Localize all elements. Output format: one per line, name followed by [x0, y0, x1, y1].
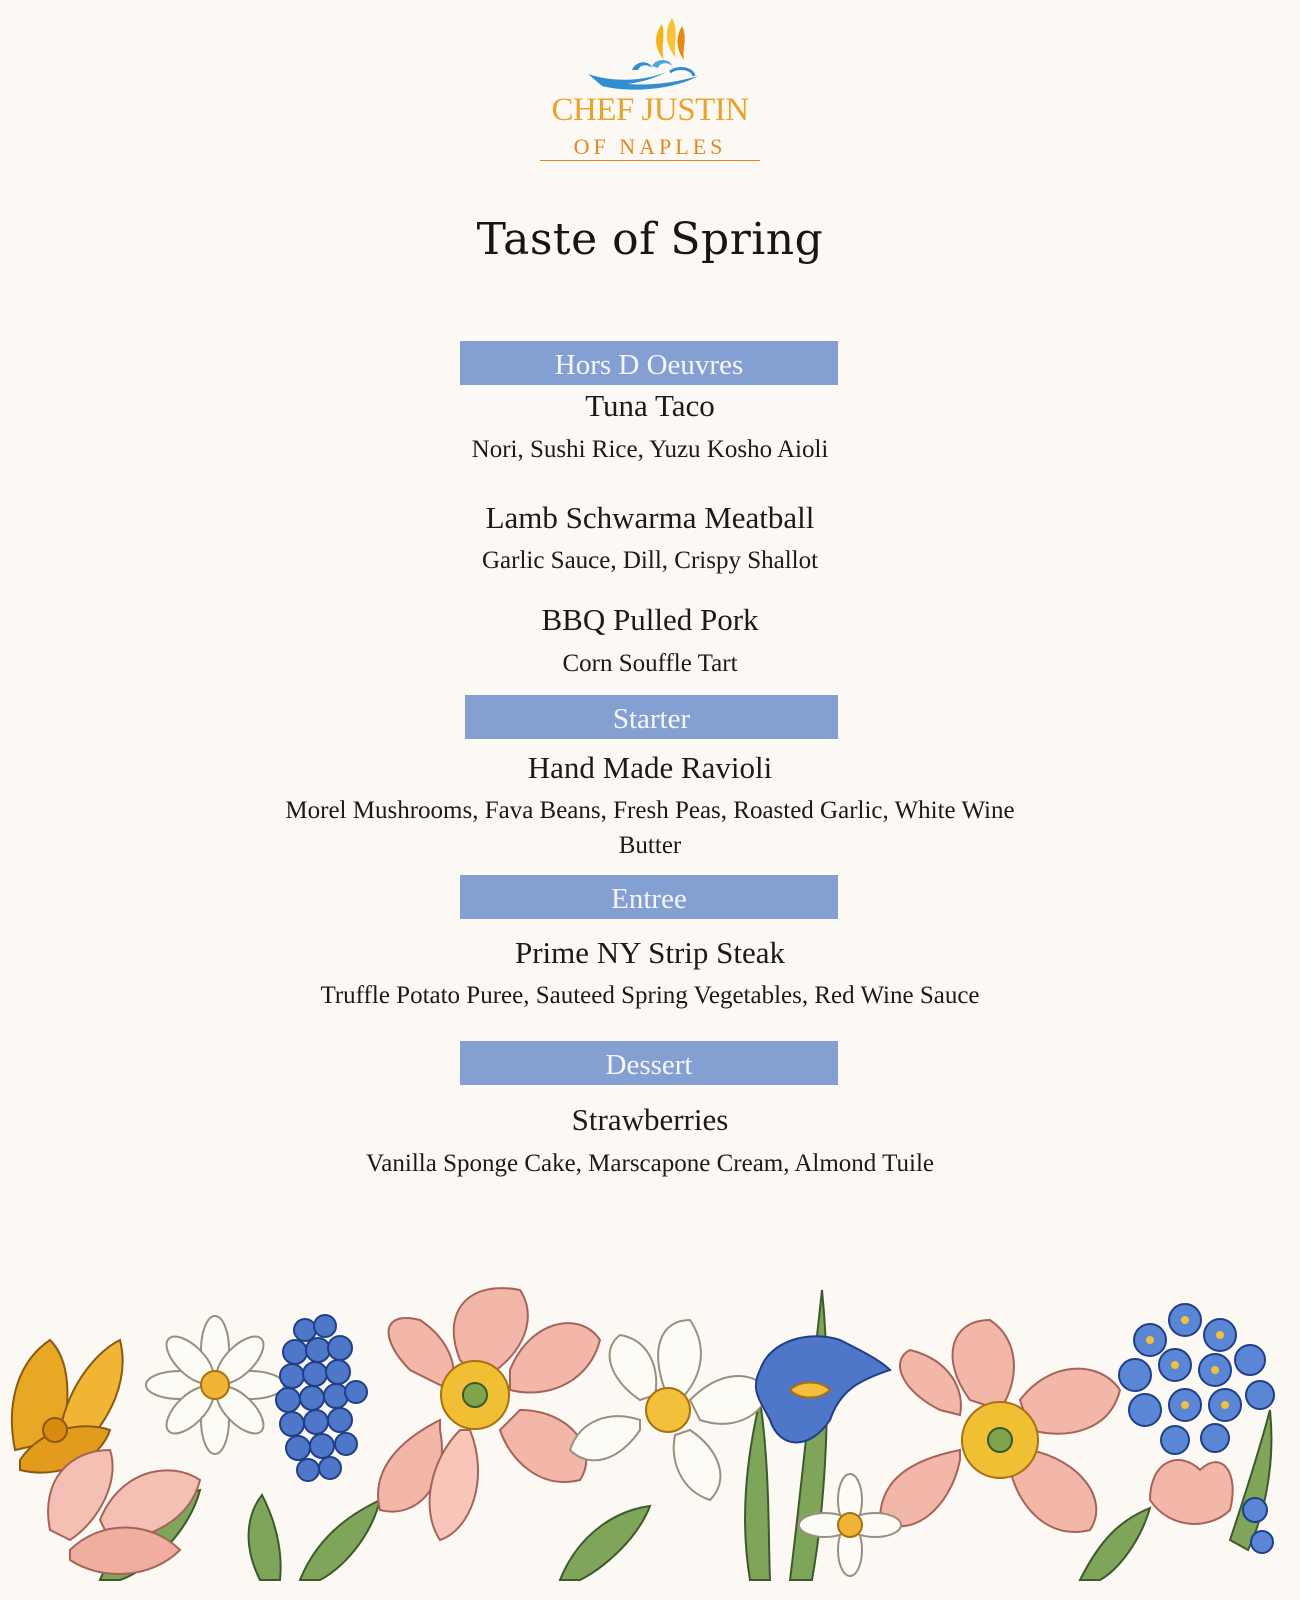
pink-hellebore-icon: [378, 1288, 600, 1540]
forget-me-not-cluster-icon: [1119, 1304, 1274, 1454]
white-narcissus-icon: [570, 1320, 770, 1500]
section-heading: Hors D Oeuvres: [554, 349, 744, 381]
chef-justin-logo: [540, 12, 760, 162]
section-heading: Entree: [611, 883, 687, 915]
section-heading: Starter: [612, 703, 691, 735]
spring-flower-border-illustration: [0, 1280, 1300, 1600]
dish-name: BBQ Pulled Pork: [541, 602, 759, 637]
blue-bellflower-icon: [756, 1336, 890, 1442]
dish-description: Corn Souffle Tart: [562, 650, 738, 677]
dish-description: Garlic Sauce, Dill, Crispy Shallot: [481, 547, 819, 574]
pink-peony-icon: [48, 1450, 200, 1574]
dish-name: Prime NY Strip Steak: [514, 935, 786, 970]
logo-text-location: OF NAPLES: [540, 136, 760, 161]
logo-text-name: CHEF JUSTIN: [551, 92, 749, 128]
dish-description: Morel Mushrooms, Fava Beans, Fresh Peas, Roasted Garlic, White Wine Butter: [285, 797, 1015, 859]
flame-wave-icon: [582, 16, 718, 96]
dish-name: Strawberries: [571, 1102, 729, 1137]
dish-name: Lamb Schwarma Meatball: [485, 500, 815, 535]
dish-description: Vanilla Sponge Cake, Marscapone Cream, Almond Tuile: [366, 1150, 934, 1177]
grape-hyacinth-icon: [276, 1315, 367, 1481]
dish-name: Tuna Taco: [585, 388, 715, 423]
menu-title: Taste of Spring: [476, 214, 824, 265]
pink-tulip-icon: [1150, 1460, 1233, 1524]
pink-hellebore-icon: [880, 1320, 1120, 1532]
dish-name: Hand Made Ravioli: [527, 750, 773, 785]
section-band-starter: [465, 695, 838, 739]
section-band-entree: [460, 875, 838, 919]
section-band-dessert: [460, 1041, 838, 1085]
section-heading: Dessert: [605, 1049, 693, 1081]
dish-description: Truffle Potato Puree, Sauteed Spring Vegetables, Red Wine Sauce: [320, 982, 980, 1009]
dish-description: Nori, Sushi Rice, Yuzu Kosho Aioli: [471, 436, 829, 463]
section-band-hors-doeuvres: [460, 341, 838, 385]
white-daisy-icon: [146, 1316, 284, 1454]
